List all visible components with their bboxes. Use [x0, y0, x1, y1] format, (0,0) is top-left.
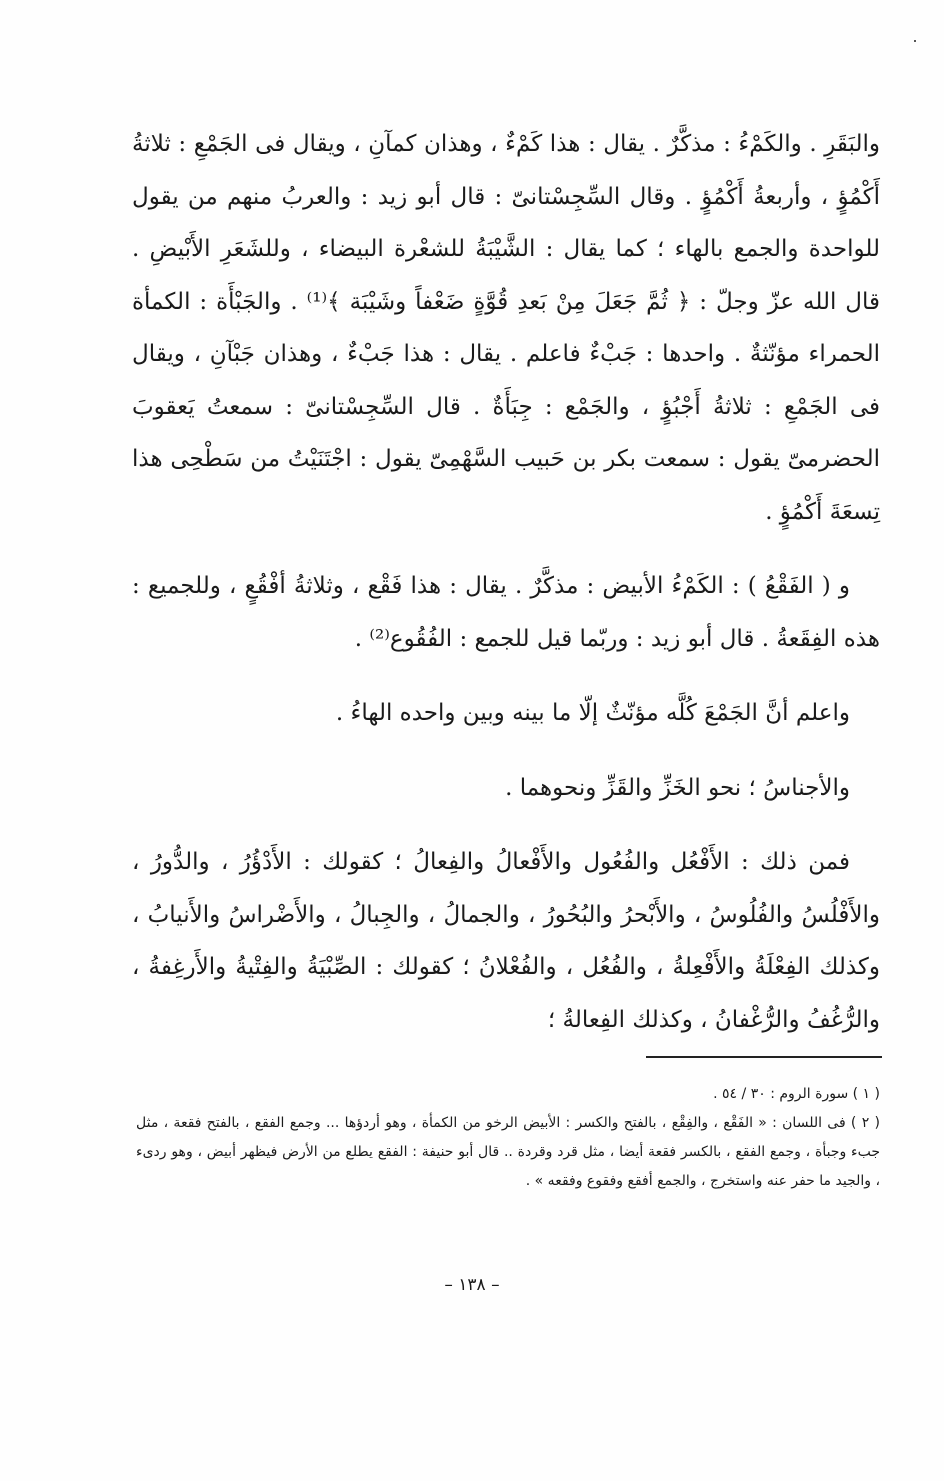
main-text — [132, 118, 880, 1068]
paragraph-genera: والأجناسُ ؛ نحو الخَزِّ والقَزِّ ونحوهما . — [505, 774, 850, 801]
footnote-separator — [646, 1056, 882, 1058]
footnote-2: ( ٢ ) فى اللسان : « الفَقْع ، والفِقْع ، بالفتح والكسر : الأبيض الرخو من الكمأة ، وهو أردؤها ... وجمع الفقع ، بالفتح فقعة ، مثل جبء وجبأة ، وجمع الفقع ، بالكسر فقعة أيضا ، مثل قرد وقردة .. قال أبو حنيفة : الفقع يطلع من الأرض فيظهر أبيض ، وهو ردىء ، والجيد ما حفر عنه واستخرج ، والجمع أفقع وفقوع وفقعه » . — [136, 1115, 880, 1189]
paragraph-examples: فمن ذلك : الأَفْعُل والفُعُول والأَفْعالُ والفِعالُ ؛ كقولك : الأَدْؤُرُ ، والدُّورُ ، والأَفْلُسُ والفُلُوسُ ، والأَبْحرُ والبُحُورُ ، والجمالُ ، والجِبالُ ، والأَضْراسُ والأَنيابُ ، وكذلك الفِعْلَةُ والأَفْعِلةُ ، والفُعُل ، والفُعْلانُ ؛ كقولك : الصِّبْيَةُ والفِتْيةُ والأَرغِفةُ ، والرُّغُفُ والرُّغْفانُ ، وكذلك الفِعالةُ ؛ — [132, 849, 880, 1033]
paragraph-plural-rule: واعلم أنَّ الجَمْعَ كُلَّه مؤنّثٌ إلّا ما بينه وبين واحده الهاءُ . — [335, 700, 850, 726]
footnotes — [136, 1080, 880, 1196]
paragraph-faq: و ( الفَقْعُ ) : الكَمْءُ الأبيض : مذكَّرٌ . يقال : هذا فَقْع ، وثلاثةُ أفْقُعٍ ، وللجميع : هذه الفِقَعةُ . قال أبو زيد : وربّما قيل للجمع : الفُقُوع⁽²⁾ . — [132, 573, 880, 652]
corner-dot — [914, 40, 916, 42]
paragraph-kam: والبَقَرِ . والكَمْءُ : مذكَّرٌ . يقال : هذا كَمْءٌ ، وهذان كمآنِ ، ويقال فى الجَمْعِ : ثلاثةُ أَكْمُؤٍ ، وأربعةُ أَكْمُؤٍ . وقال السِّجِسْتانىّ : قال أبو زيد : والعربُ منهم من يقول للواحدة والجمع بالهاء ؛ كما يقال : الشَّيْبَةُ للشعْرة البيضاء ، وللشَعَرِ الأَبْيضِ . قال الله عزّ وجلّ : ﴿ ثُمَّ جَعَلَ مِنْ بَعدِ قُوَّةٍ ضَعْفاً وشَيْبَة ﴾⁽¹⁾ . والجَبْأَة : الكمأة الحمراء مؤنّثةٌ . واحدها : جَبْءٌ فاعلم . يقال : هذا جَبْءٌ ، وهذان جَبْآنِ ، ويقال فى الجَمْعِ : ثلاثةُ أَجْبُؤٍ ، والجَمْع : جِبَأَةٌ . قال السِّجِسْتانىّ : سمعتُ يَعقوبَ الحضرمىّ يقول : سمعت بكر بن حَبيب السَّهْمِىّ يقول : اجْتَنَيْتُ من سَطْحِى هذا تِسعَةَ أَكْمُؤٍ . — [132, 131, 880, 525]
page-number: – ١٣٨ – — [444, 1275, 500, 1295]
footnote-1: ( ١ ) سورة الروم : ٣٠ / ٥٤ . — [713, 1086, 880, 1102]
